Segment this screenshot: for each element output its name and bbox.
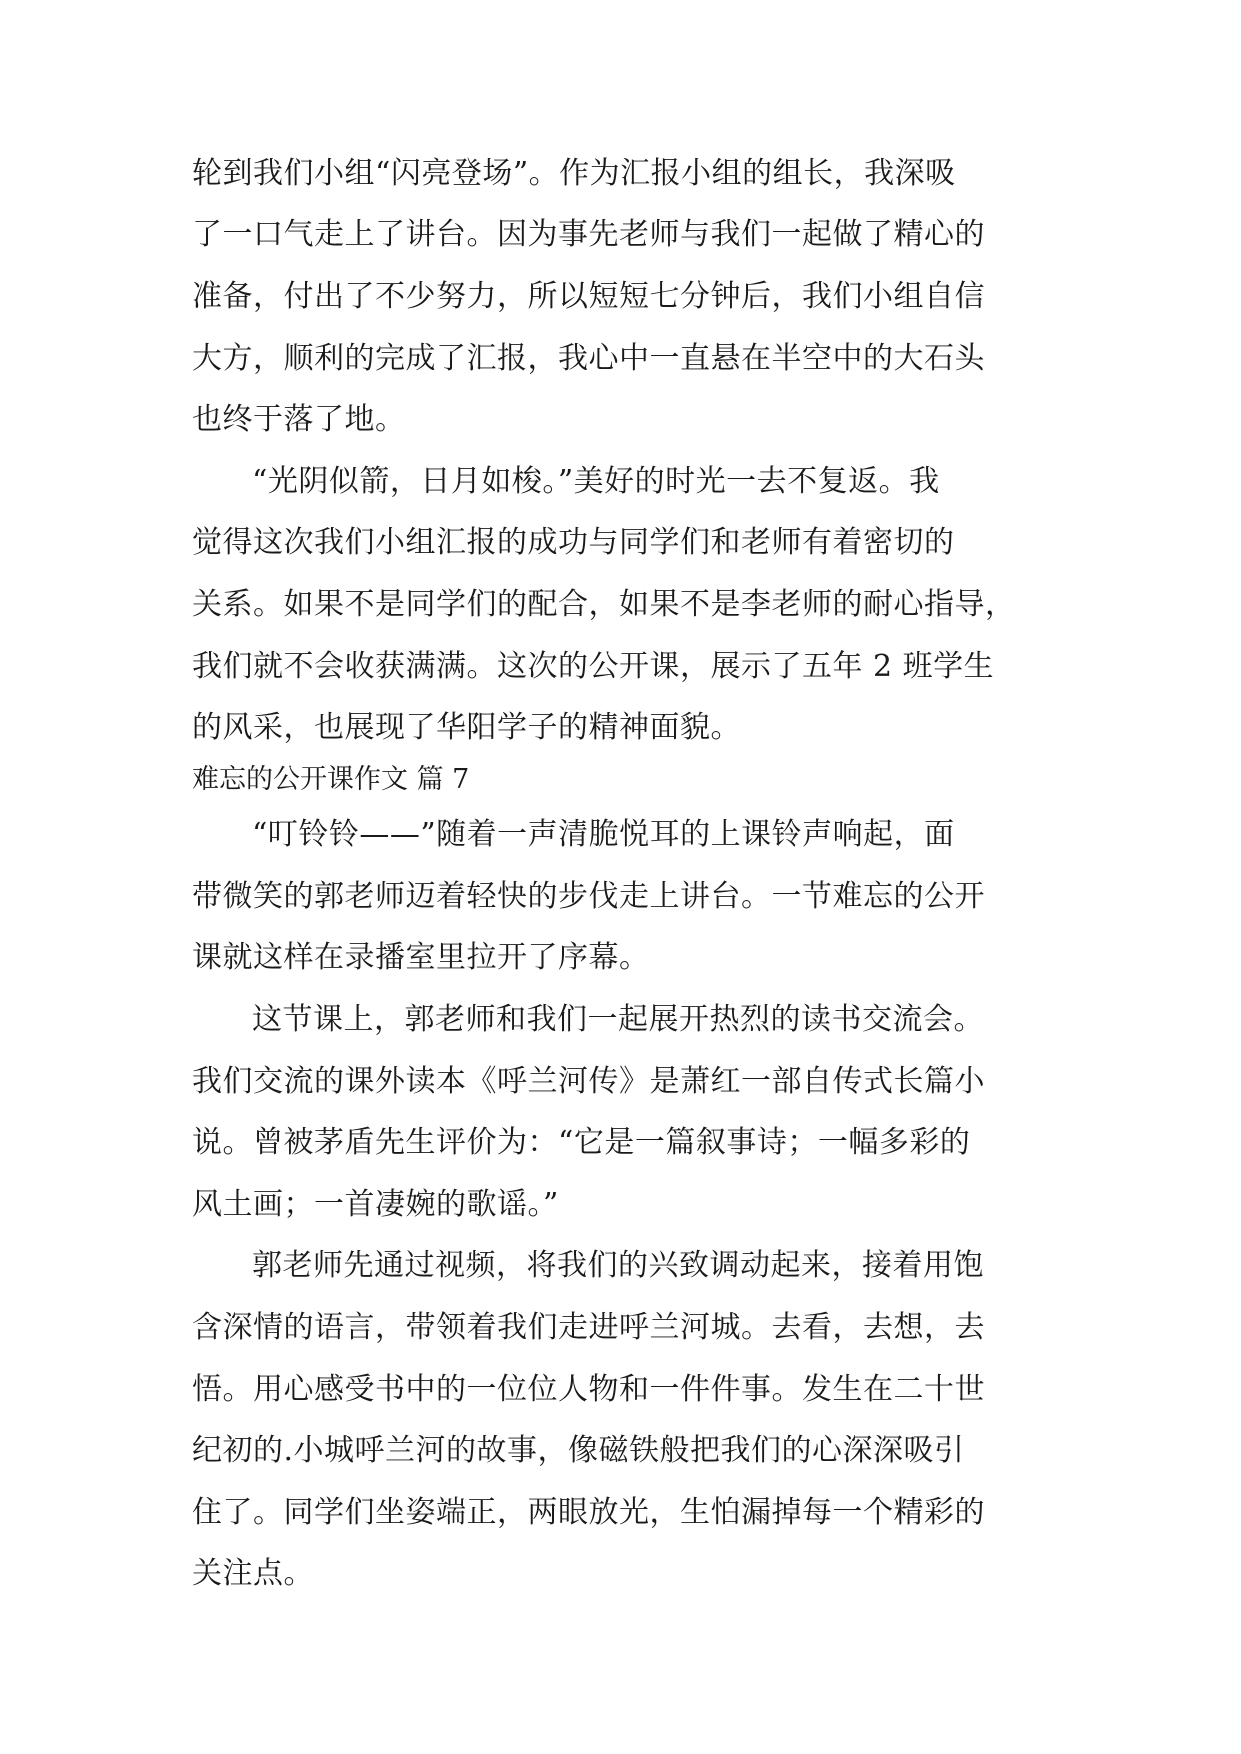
text-line: 含深情的语言，带领着我们走进呼兰河城。去看，去想，去 — [192, 1310, 985, 1345]
text-line: 悟。用心感受书中的一位位人物和一件件事。发生在二十世 — [192, 1372, 985, 1407]
text-line: 轮到我们小组“闪亮登场”。作为汇报小组的组长，我深吸 — [192, 156, 956, 191]
text-line: 关注点。 — [192, 1556, 314, 1591]
paragraph-first-line: “叮铃铃——”随着一声清脆悦耳的上课铃声响起，面 — [252, 817, 955, 852]
section-heading: 难忘的公开课作文 篇 7 — [192, 764, 470, 795]
text-line: 觉得这次我们小组汇报的成功与同学们和老师有着密切的 — [192, 525, 955, 560]
text-line: 大方，顺利的完成了汇报，我心中一直悬在半空中的大石头 — [192, 341, 985, 376]
text-line: 了一口气走上了讲台。因为事先老师与我们一起做了精心的 — [192, 217, 985, 252]
text-line: 准备，付出了不少努力，所以短短七分钟后，我们小组自信 — [192, 279, 985, 314]
text-line: 纪初的.小城呼兰河的故事，像磁铁般把我们的心深深吸引 — [192, 1433, 965, 1468]
text-line: 住了。同学们坐姿端正，两眼放光，生怕漏掉每一个精彩的 — [192, 1495, 985, 1530]
text-line: 带微笑的郭老师迈着轻快的步伐走上讲台。一节难忘的公开 — [192, 879, 985, 914]
text-line: 关系。如果不是同学们的配合，如果不是李老师的耐心指导， — [192, 587, 1016, 622]
text-line: 也终于落了地。 — [192, 402, 406, 437]
text-line: 的风采，也展现了华阳学子的精神面貌。 — [192, 710, 741, 745]
text-line: 课就这样在录播室里拉开了序幕。 — [192, 940, 650, 975]
paragraph-first-line: 郭老师先通过视频，将我们的兴致调动起来，接着用饱 — [252, 1248, 984, 1283]
paragraph-first-line: “光阴似箭，日月如梭。”美好的时光一去不复返。我 — [252, 464, 940, 499]
text-line: 我们交流的课外读本《呼兰河传》是萧红一部自传式长篇小 — [192, 1064, 985, 1099]
text-line: 我们就不会收获满满。这次的公开课，展示了五年 2 班学生 — [192, 649, 995, 684]
text-line: 风土画；一首凄婉的歌谣。” — [192, 1187, 559, 1222]
text-line: 说。曾被茅盾先生评价为：“它是一篇叙事诗；一幅多彩的 — [192, 1125, 971, 1160]
paragraph-first-line: 这节课上，郭老师和我们一起展开热烈的读书交流会。 — [252, 1002, 984, 1037]
